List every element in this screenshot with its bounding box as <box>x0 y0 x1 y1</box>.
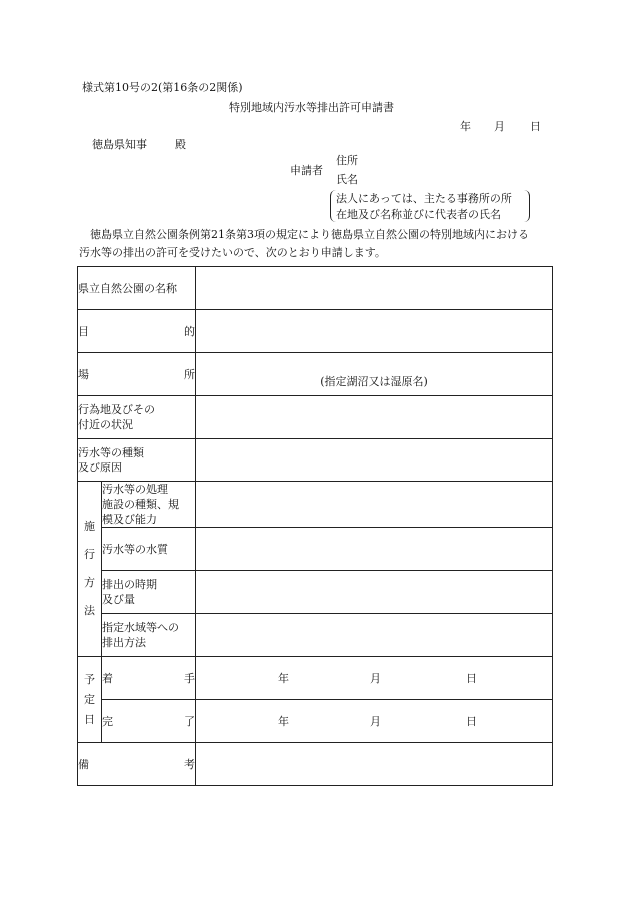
form-number: 様式第10号の2(第16条の2関係) <box>82 81 243 94</box>
corporate-note-line1: 法人にあっては、主たる事務所の所 <box>336 192 512 205</box>
completion-date-field[interactable]: 年 月 日 <box>196 700 553 743</box>
discharge-method-label: 指定水域等への 排出方法 <box>102 614 196 657</box>
addressee: 徳島県知事 <box>92 138 147 151</box>
schedule-group-label: 予 定 日 <box>78 657 102 743</box>
park-name-label: 県立自然公園の名称 <box>78 267 196 310</box>
site-condition-field[interactable] <box>196 396 553 439</box>
park-name-field[interactable] <box>196 267 553 310</box>
discharge-timing-field[interactable] <box>196 571 553 614</box>
location-note: (指定湖沼又は湿原名) <box>320 375 428 388</box>
facility-field[interactable] <box>196 482 553 528</box>
discharge-timing-label: 排出の時期 及び量 <box>102 571 196 614</box>
waste-type-label: 汚水等の種類 及び原因 <box>78 439 196 482</box>
document-title: 特別地域内汚水等排出許可申請書 <box>229 101 394 114</box>
purpose-label: 目 的 <box>78 310 196 353</box>
location-label: 場 所 <box>78 353 196 396</box>
water-quality-field[interactable] <box>196 528 553 571</box>
method-group-label: 施 行 方 法 <box>78 482 102 657</box>
completion-label: 完 了 <box>102 700 196 743</box>
discharge-method-field[interactable] <box>196 614 553 657</box>
name-label: 氏名 <box>336 173 358 186</box>
date-year-label: 年 <box>460 120 471 133</box>
start-label: 着 手 <box>102 657 196 700</box>
facility-label: 汚水等の処理 施設の種類、規 模及び能力 <box>102 482 196 528</box>
remarks-field[interactable] <box>196 743 553 786</box>
site-condition-label: 行為地及びその 付近の状況 <box>78 396 196 439</box>
honorific: 殿 <box>175 138 186 151</box>
application-form-table <box>77 266 553 786</box>
intro-line1: 徳島県立自然公園条例第21条第3項の規定により徳島県立自然公園の特別地域内における <box>90 228 529 241</box>
start-date-field[interactable]: 年 月 日 <box>196 657 553 700</box>
date-day-label: 日 <box>530 120 541 133</box>
remarks-label: 備 考 <box>78 743 196 786</box>
water-quality-label: 汚水等の水質 <box>102 528 196 571</box>
intro-line2: 汚水等の排出の許可を受けたいので、次のとおり申請します。 <box>79 246 386 259</box>
applicant-label: 申請者 <box>290 164 323 177</box>
purpose-field[interactable] <box>196 310 553 353</box>
location-field[interactable] <box>196 353 553 396</box>
date-month-label: 月 <box>494 120 505 133</box>
waste-type-field[interactable] <box>196 439 553 482</box>
corporate-note-line2: 在地及び名称並びに代表者の氏名 <box>336 208 501 221</box>
address-label: 住所 <box>336 154 358 167</box>
